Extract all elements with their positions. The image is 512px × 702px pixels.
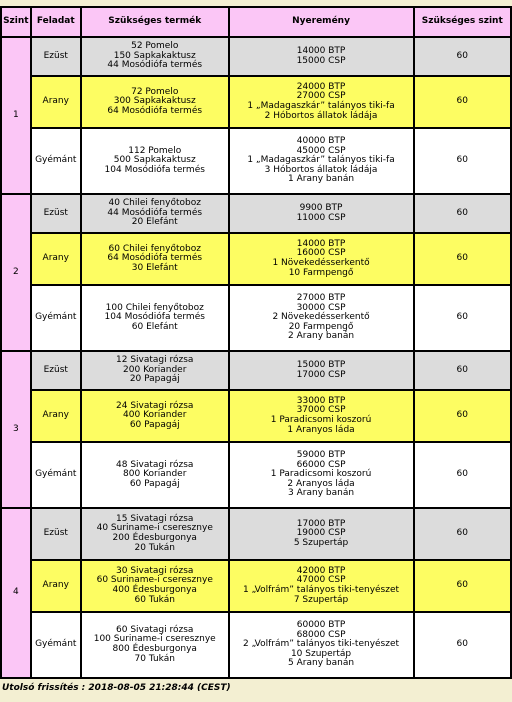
product-line: 60 Tukán [134,594,175,605]
reward-line: 14000 BTP [296,45,346,56]
rewards-cell [230,352,413,389]
task-cell: Arany [32,77,80,127]
product-line: 72 Pomelo [131,86,179,97]
task-cell: Ezüst [32,195,80,232]
reward-line: 2 Aranyos láda [287,478,355,489]
products-cell [82,195,228,232]
rewards-table [0,6,512,679]
product-line: 48 Sivatagi rózsa [116,459,194,470]
reward-line: 30000 CSP [296,302,346,313]
last-updated: Utolsó frissítés : 2018-08-05 21:28:44 (CEST) [2,683,231,693]
products-cell [82,613,228,677]
table-row [2,391,510,441]
product-line: 24 Sivatagi rózsa [116,400,194,411]
product-line: 60 Suriname-i cseresznye [96,575,213,586]
product-line: 15 Sivatagi rózsa [116,513,194,524]
header-szukseges-szint: Szükséges szint [415,8,511,36]
rewards-cell [230,443,413,507]
rewards-cell [230,77,413,127]
products-cell [82,129,228,193]
product-line: 64 Mosódiófa termés [107,105,203,116]
reward-line: 20 Farmpengő [288,321,354,332]
product-line: 60 Chilei fenyőtoboz [108,243,201,254]
reward-line: 1 Paradicsomi koszorú [270,469,372,480]
reward-line: 1 „Madagaszkár” talányos tiki-fa [247,155,395,166]
task-cell: Ezüst [32,352,80,389]
reward-line: 1 Aranyos láda [287,424,355,435]
rewards-cell [230,391,413,441]
product-line: 30 Sivatagi rózsa [116,565,194,576]
rewards-cell [230,613,413,677]
reward-line: 66000 CSP [296,459,346,470]
required-level-cell: 60 [415,77,511,127]
rewards-cell [230,195,413,232]
reward-line: 3 Hóbortos állatok ládája [264,164,378,175]
reward-line: 2 Hóbortos állatok ládája [264,110,378,121]
product-line: 100 Chilei fenyőtoboz [105,302,204,313]
reward-line: 2 „Volfrám” talányos tiki-tenyészet [243,639,400,650]
table-row [2,509,510,559]
products-cell [82,234,228,284]
required-level-cell: 60 [415,509,511,559]
reward-line: 1 Növekedésserkentő [272,258,370,268]
reward-line: 5 Szupertáp [293,537,349,548]
required-level-cell: 60 [415,286,511,350]
rewards-cell [230,38,413,75]
reward-line: 1 Arany banán [288,174,355,185]
reward-line: 1 Paradicsomi koszorú [270,415,372,425]
table-row [2,129,510,193]
task-cell: Arany [32,234,80,284]
products-cell [82,509,228,559]
required-level-cell: 60 [415,613,511,677]
product-line: 60 Papagáj [129,419,180,430]
task-cell: Gyémánt [32,286,80,350]
table-row [2,352,510,389]
reward-line: 17000 CSP [296,369,346,380]
reward-line: 3 Arany banán [288,488,355,499]
product-line: 150 Sapkakaktusz [113,50,196,61]
reward-line: 9900 BTP [299,202,343,213]
level-cell: 1 [2,38,30,193]
task-cell: Gyémánt [32,613,80,677]
product-line: 60 Elefánt [131,321,178,332]
reward-line: 2 Arany banán [288,331,355,342]
required-level-cell: 60 [415,38,511,75]
header-termek: Szükséges termék [82,8,228,36]
table-row [2,195,510,232]
products-cell [82,391,228,441]
reward-line: 40000 BTP [296,136,346,147]
required-level-cell: 60 [415,561,511,611]
reward-line: 14000 BTP [296,238,346,249]
product-line: 12 Sivatagi rózsa [116,355,194,366]
header-szint: Szint [2,8,30,36]
rewards-cell [230,561,413,611]
table-row [2,77,510,127]
rewards-cell [230,509,413,559]
reward-line: 5 Arany banán [288,658,355,669]
products-cell [82,77,228,127]
required-level-cell: 60 [415,129,511,193]
reward-line: 37000 CSP [296,405,346,416]
product-line: 60 Papagáj [129,478,180,489]
reward-line: 27000 BTP [296,293,346,304]
products-cell [82,443,228,507]
product-line: 52 Pomelo [131,41,179,52]
level-cell: 4 [2,509,30,677]
reward-line: 10 Szupertáp [290,648,352,659]
reward-line: 68000 CSP [296,629,346,640]
product-line: 104 Mosódiófa termés [104,312,205,323]
reward-line: 45000 CSP [296,145,346,156]
level-cell: 3 [2,352,30,507]
product-line: 200 Édesburgonya [112,533,197,543]
reward-line: 2 Növekedésserkentő [272,312,370,323]
products-cell [82,561,228,611]
task-cell: Arany [32,391,80,441]
reward-line: 19000 CSP [296,528,346,539]
reward-line: 16000 CSP [296,248,346,259]
required-level-cell: 60 [415,195,511,232]
task-cell: Ezüst [32,38,80,75]
products-cell [82,352,228,389]
reward-line: 59000 BTP [296,450,346,461]
product-line: 20 Tukán [134,542,175,553]
product-line: 40 Suriname-i cseresznye [96,523,213,534]
reward-line: 33000 BTP [296,395,346,406]
rewards-cell [230,129,413,193]
reward-line: 27000 CSP [296,91,346,102]
product-line: 200 Koriander [123,364,187,375]
product-line: 800 Édesburgonya [112,644,197,654]
product-line: 20 Elefánt [131,217,178,228]
task-cell: Arany [32,561,80,611]
task-cell: Gyémánt [32,129,80,193]
reward-line: 60000 BTP [296,620,346,631]
table-row [2,443,510,507]
header-feladat: Feladat [32,8,80,36]
reward-line: 42000 BTP [296,565,346,576]
product-line: 30 Elefánt [131,262,178,273]
reward-line: 24000 BTP [296,81,346,92]
product-line: 60 Sivatagi rózsa [116,624,194,635]
reward-line: 1 „Volfrám” talányos tiki-tenyészet [243,585,400,595]
table-row [2,286,510,350]
product-line: 64 Mosódiófa termés [107,253,203,264]
required-level-cell: 60 [415,352,511,389]
product-line: 400 Édesburgonya [112,585,197,595]
reward-line: 1 „Madagaszkár” talányos tiki-fa [247,101,395,111]
header-nyeremeny: Nyeremény [230,8,413,36]
product-line: 300 Sapkakaktusz [113,96,196,107]
reward-line: 15000 BTP [296,359,346,370]
rewards-cell [230,234,413,284]
product-line: 40 Chilei fenyőtoboz [108,198,201,209]
product-line: 70 Tukán [134,653,175,664]
product-line: 20 Papagáj [129,374,180,385]
task-cell: Ezüst [32,509,80,559]
reward-line: 11000 CSP [296,212,346,223]
products-cell [82,286,228,350]
product-line: 800 Koriander [123,469,187,480]
table-body [2,38,510,677]
reward-line: 7 Szupertáp [293,594,349,605]
header-row [2,8,510,36]
table-row [2,561,510,611]
rewards-cell [230,286,413,350]
required-level-cell: 60 [415,234,511,284]
product-line: 112 Pomelo [128,145,182,156]
table-row [2,38,510,75]
product-line: 44 Mosódiófa termés [107,207,203,218]
product-line: 500 Sapkakaktusz [113,155,196,166]
reward-line: 17000 BTP [296,518,346,529]
required-level-cell: 60 [415,443,511,507]
product-line: 104 Mosódiófa termés [104,164,205,175]
table-row [2,613,510,677]
product-line: 400 Koriander [123,410,187,421]
level-cell: 2 [2,195,30,350]
required-level-cell: 60 [415,391,511,441]
product-line: 44 Mosódiófa termés [107,60,203,71]
reward-line: 15000 CSP [296,55,346,66]
product-line: 100 Suriname-i cseresznye [93,634,216,645]
reward-line: 10 Farmpengő [288,267,354,278]
task-cell: Gyémánt [32,443,80,507]
products-cell [82,38,228,75]
reward-line: 47000 CSP [296,575,346,586]
table-row [2,234,510,284]
